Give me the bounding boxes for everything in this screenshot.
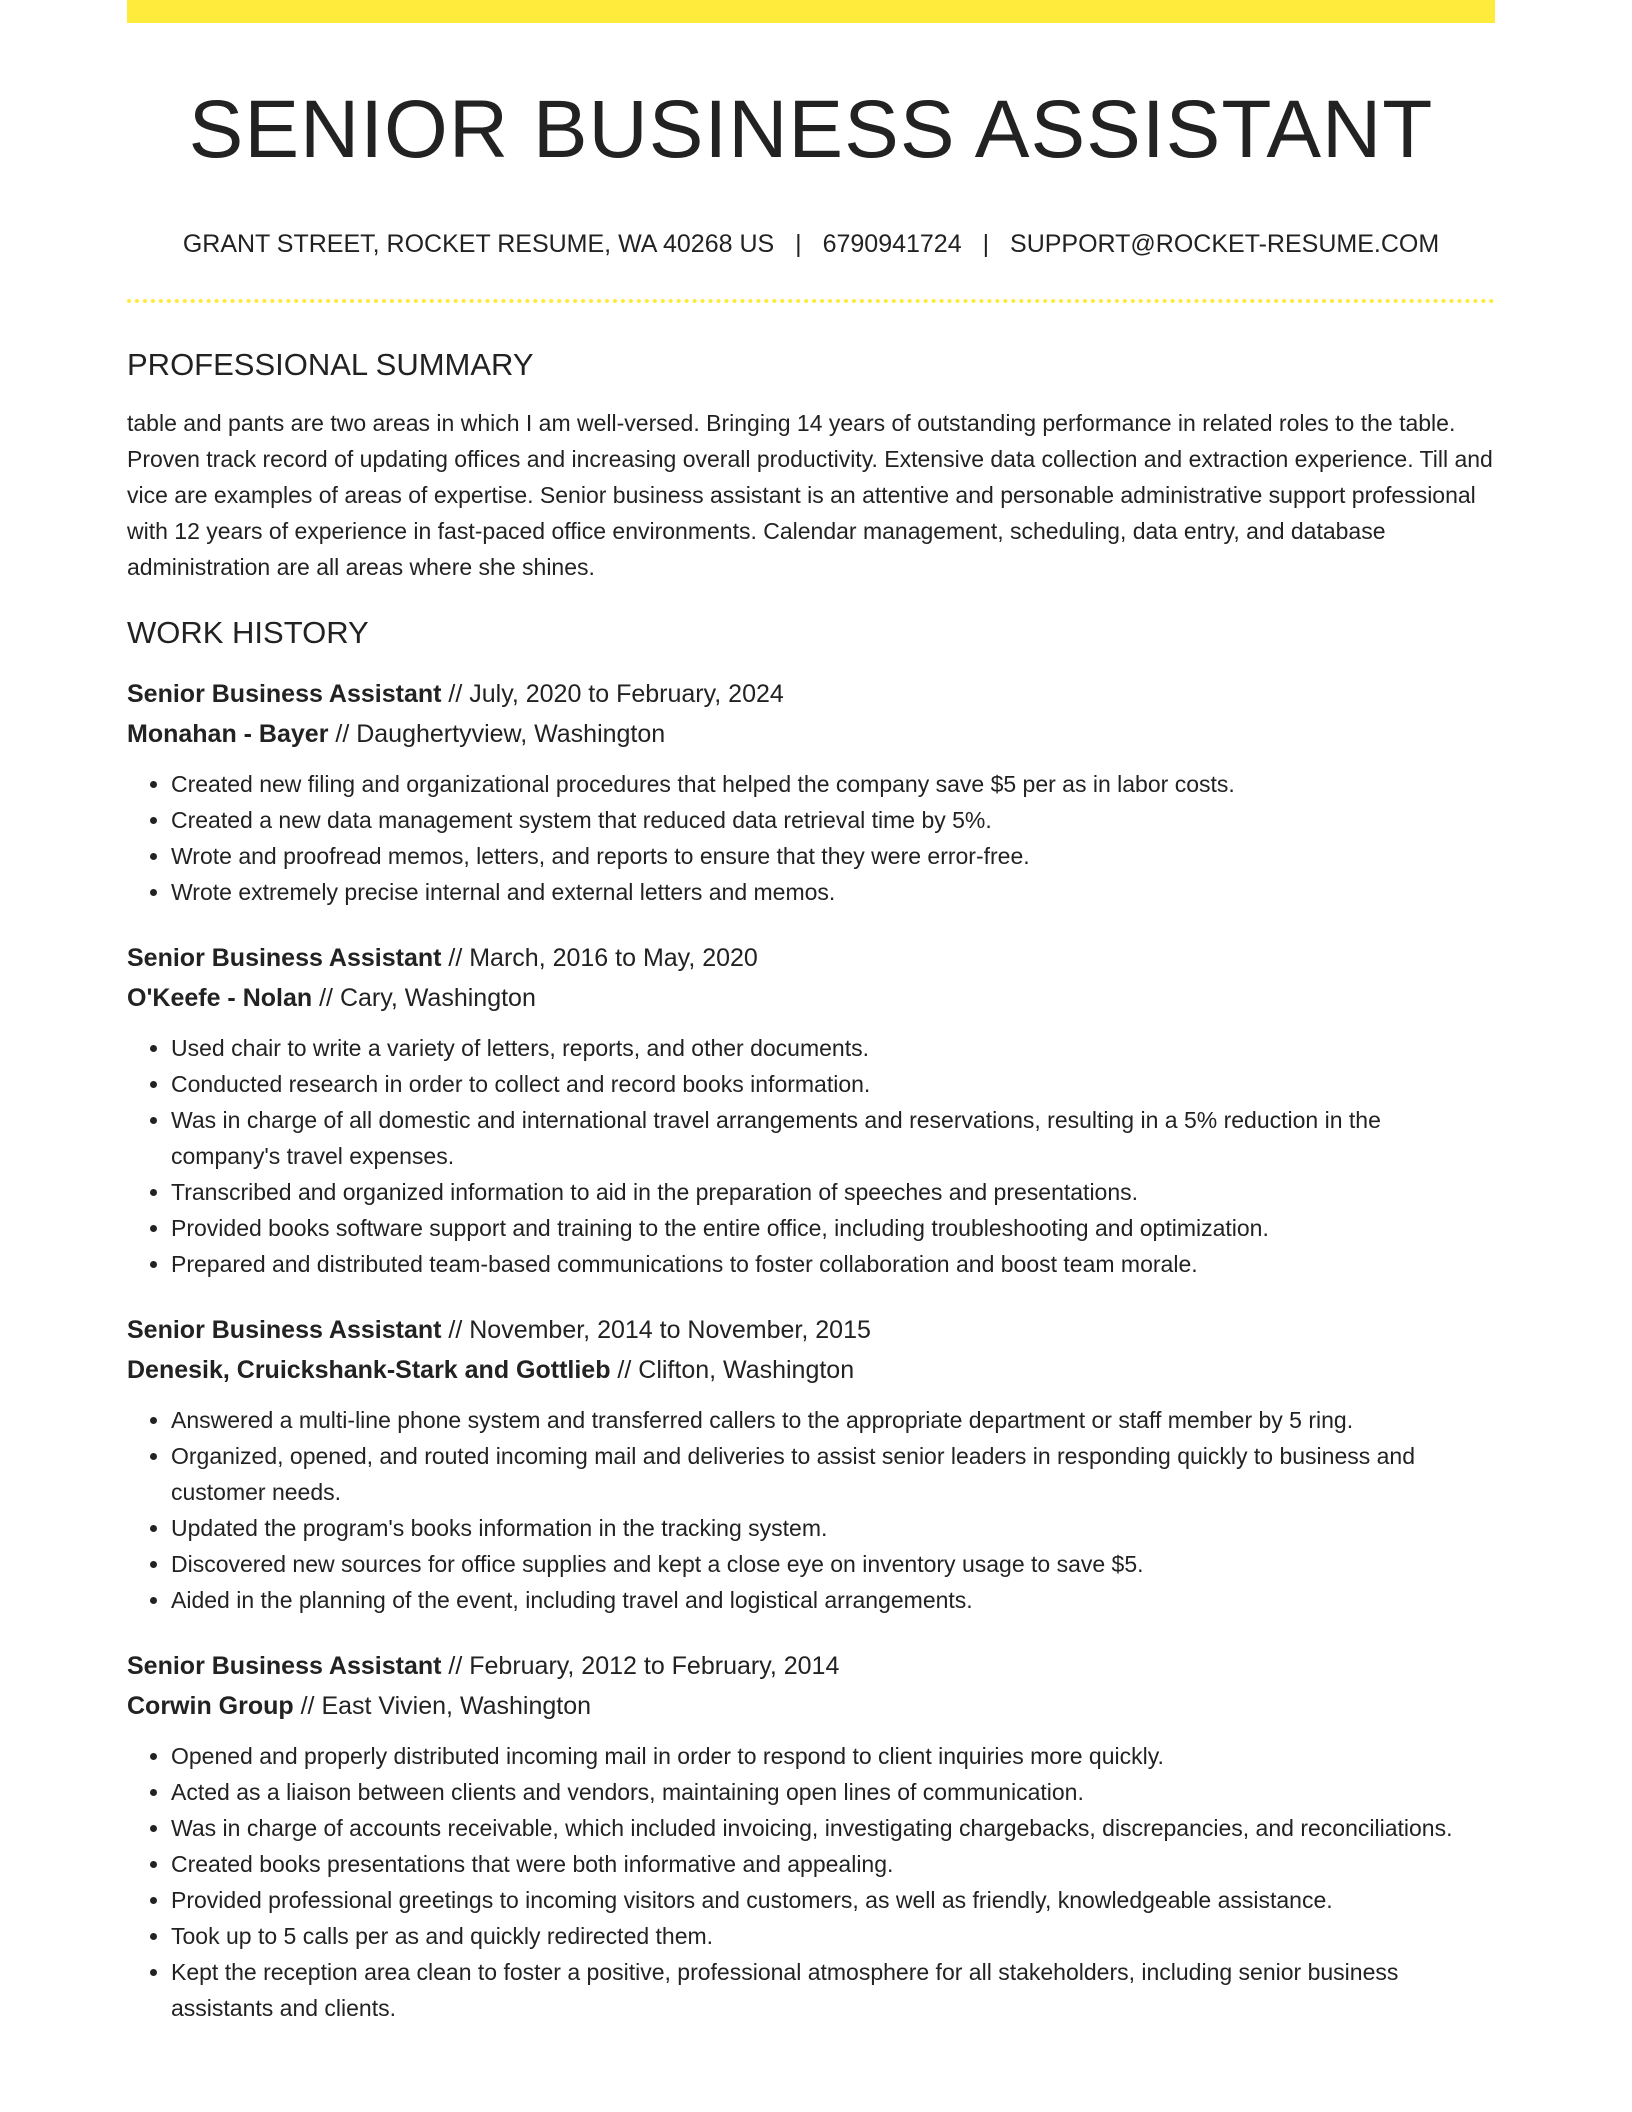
resume-content bbox=[127, 0, 1495, 2026]
job-dates: // November, 2014 to November, 2015 bbox=[441, 1316, 871, 1344]
job-title: Senior Business Assistant bbox=[127, 944, 442, 972]
job-dates: // February, 2012 to February, 2014 bbox=[441, 1652, 840, 1680]
job-title-line bbox=[127, 674, 1495, 714]
job-bullet: • Prepared and distributed team-based communications to foster collaboration and boost team morale. bbox=[171, 1246, 1495, 1282]
job-bullets bbox=[127, 1738, 1495, 2026]
job-bullets bbox=[127, 1402, 1495, 1618]
job-bullets bbox=[127, 1030, 1495, 1282]
company-name: Denesik, Cruickshank-Stark and Gottlieb bbox=[127, 1356, 611, 1384]
job-bullet: • Created a new data management system that reduced data retrieval time by 5%. bbox=[171, 802, 1495, 838]
job-bullet: • Organized, opened, and routed incoming mail and deliveries to assist senior leaders in responding quickly to business and customer needs. bbox=[171, 1438, 1495, 1510]
company-line bbox=[127, 1686, 1495, 1726]
job-title: Senior Business Assistant bbox=[127, 1652, 442, 1680]
contact-phone: 6790941724 bbox=[822, 230, 962, 258]
job-bullet: • Answered a multi-line phone system and transferred callers to the appropriate department or staff member by 5 ring. bbox=[171, 1402, 1495, 1438]
job-entry bbox=[127, 1646, 1495, 2026]
contact-line bbox=[127, 226, 1495, 262]
company-location: // Clifton, Washington bbox=[610, 1356, 855, 1384]
job-entry bbox=[127, 1310, 1495, 1618]
job-bullet: • Transcribed and organized information to aid in the preparation of speeches and presentations. bbox=[171, 1174, 1495, 1210]
summary-heading: PROFESSIONAL SUMMARY bbox=[127, 347, 534, 382]
job-dates: // March, 2016 to May, 2020 bbox=[441, 944, 758, 972]
summary-text: table and pants are two areas in which I am well-versed. Bringing 14 years of outstanding performance in related roles to the table. Proven track record of updating offices and increasing overall productivity. Extensive data collection and extraction experience. Till and vice are examples of areas of expertise. Senior business assistant is an attentive and personable administrative support professional with 12 years of experience in fast-paced office environments. Calendar management, scheduling, data entry, and database administration are all areas where she shines. bbox=[127, 410, 1493, 580]
job-bullet: • Created books presentations that were both informative and appealing. bbox=[171, 1846, 1495, 1882]
job-bullet: • Provided books software support and training to the entire office, including troubleshooting and optimization. bbox=[171, 1210, 1495, 1246]
job-title-line bbox=[127, 1646, 1495, 1686]
job-entry bbox=[127, 674, 1495, 910]
job-bullet: • Was in charge of accounts receivable, which included invoicing, investigating chargebacks, discrepancies, and reconciliations. bbox=[171, 1810, 1495, 1846]
job-bullet: • Kept the reception area clean to foster a positive, professional atmosphere for all stakeholders, including senior business assistants and clients. bbox=[171, 1954, 1495, 2026]
job-bullet: • Aided in the planning of the event, including travel and logistical arrangements. bbox=[171, 1582, 1495, 1618]
company-location: // East Vivien, Washington bbox=[293, 1692, 592, 1720]
resume-title: SENIOR BUSINESS ASSISTANT bbox=[188, 84, 1434, 175]
job-bullet: • Updated the program's books information in the tracking system. bbox=[171, 1510, 1495, 1546]
job-title-line bbox=[127, 1310, 1495, 1350]
company-line bbox=[127, 714, 1495, 754]
company-name: Monahan - Bayer bbox=[127, 720, 329, 748]
company-location: // Daughertyview, Washington bbox=[328, 720, 666, 748]
job-bullet: • Conducted research in order to collect and record books information. bbox=[171, 1066, 1495, 1102]
job-bullets bbox=[127, 766, 1495, 910]
contact-separator: | bbox=[795, 230, 802, 258]
job-bullet: • Provided professional greetings to incoming visitors and customers, as well as friendly, knowledgeable assistance. bbox=[171, 1882, 1495, 1918]
job-entry bbox=[127, 938, 1495, 1282]
job-dates: // July, 2020 to February, 2024 bbox=[441, 680, 784, 708]
company-name: O'Keefe - Nolan bbox=[127, 984, 313, 1012]
job-title-line bbox=[127, 938, 1495, 978]
job-bullet: • Discovered new sources for office supplies and kept a close eye on inventory usage to save $5. bbox=[171, 1546, 1495, 1582]
job-bullet: • Wrote and proofread memos, letters, and reports to ensure that they were error-free. bbox=[171, 838, 1495, 874]
contact-address: GRANT STREET, ROCKET RESUME, WA 40268 US bbox=[182, 230, 775, 258]
job-bullet: • Took up to 5 calls per as and quickly redirected them. bbox=[171, 1918, 1495, 1954]
contact-email: SUPPORT@ROCKET-RESUME.COM bbox=[1010, 230, 1440, 258]
job-title: Senior Business Assistant bbox=[127, 680, 442, 708]
company-name: Corwin Group bbox=[127, 1692, 294, 1720]
job-bullet: • Used chair to write a variety of letters, reports, and other documents. bbox=[171, 1030, 1495, 1066]
job-bullet: • Opened and properly distributed incoming mail in order to respond to client inquiries more quickly. bbox=[171, 1738, 1495, 1774]
work-history-heading: WORK HISTORY bbox=[127, 615, 369, 650]
job-bullet: • Acted as a liaison between clients and vendors, maintaining open lines of communication. bbox=[171, 1774, 1495, 1810]
company-location: // Cary, Washington bbox=[312, 984, 536, 1012]
job-bullet: • Created new filing and organizational procedures that helped the company save $5 per as in labor costs. bbox=[171, 766, 1495, 802]
job-title: Senior Business Assistant bbox=[127, 1316, 442, 1344]
job-bullet: • Was in charge of all domestic and international travel arrangements and reservations, resulting in a 5% reduction in the company's travel expenses. bbox=[171, 1102, 1495, 1174]
contact-separator: | bbox=[982, 230, 990, 258]
header-divider bbox=[127, 299, 1495, 303]
company-line bbox=[127, 978, 1495, 1018]
job-bullet: • Wrote extremely precise internal and external letters and memos. bbox=[171, 874, 1495, 910]
company-line bbox=[127, 1350, 1495, 1390]
